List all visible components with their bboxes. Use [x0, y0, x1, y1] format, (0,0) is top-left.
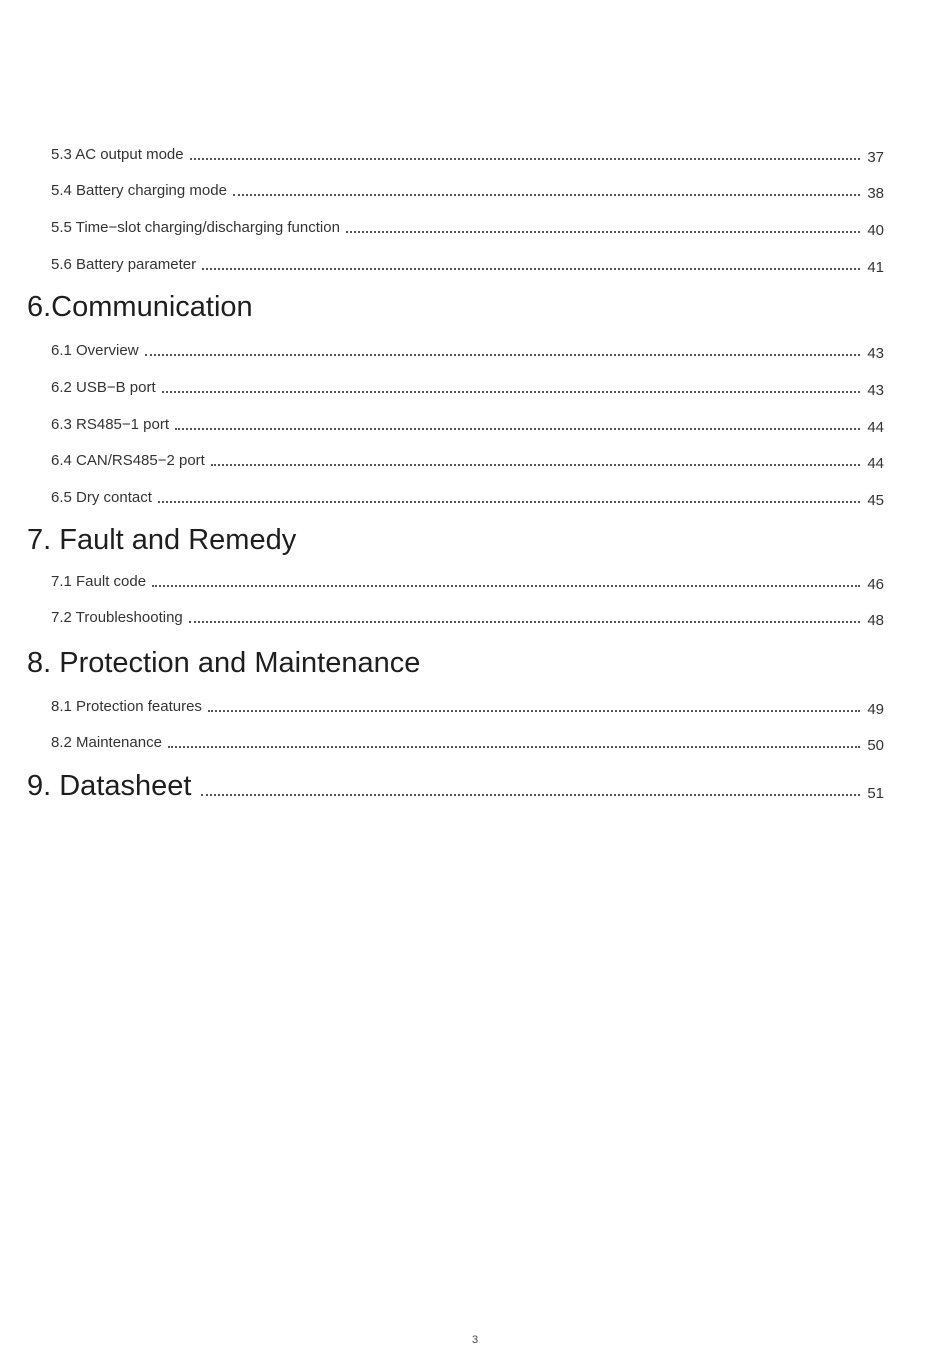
- toc-entry-label: 5.5 Time−slot charging/discharging function: [51, 219, 340, 236]
- toc-entry-6-1[interactable]: [51, 338, 884, 360]
- toc-entry-page: 40: [867, 222, 884, 239]
- dot-leader: [233, 182, 860, 200]
- toc-entry-page: 49: [867, 701, 884, 718]
- dot-leader: [208, 698, 860, 716]
- toc-entry-page: 43: [867, 345, 884, 362]
- dot-leader: [211, 452, 860, 470]
- section-heading-7[interactable]: 7. Fault and Remedy: [27, 524, 297, 556]
- toc-entry-label: 7.2 Troubleshooting: [51, 609, 183, 626]
- toc-entry-label: 8.2 Maintenance: [51, 734, 162, 751]
- toc-entry-page: 50: [867, 737, 884, 754]
- toc-entry-page: 37: [867, 149, 884, 166]
- toc-entry-5-4[interactable]: [51, 178, 884, 200]
- toc-entry-label: 6.3 RS485−1 port: [51, 416, 170, 433]
- toc-entry-5-3[interactable]: [51, 142, 884, 164]
- toc-entry-label: 6.2 USB−B port: [51, 379, 156, 396]
- toc-entry-6-3[interactable]: [51, 412, 884, 434]
- toc-entry-page: 48: [867, 612, 884, 629]
- toc-entry-page: 38: [867, 185, 884, 202]
- toc-entry-label: 6.1 Overview: [51, 342, 139, 359]
- dot-leader: [152, 573, 860, 591]
- toc-entry-page: 45: [867, 492, 884, 509]
- dot-leader: [158, 489, 860, 507]
- toc-entry-label: 5.6 Battery parameter: [51, 256, 197, 273]
- toc-entry-8-1[interactable]: [51, 694, 884, 716]
- toc-entry-label: 5.4 Battery charging mode: [51, 182, 227, 199]
- toc-entry-5-6[interactable]: [51, 252, 884, 274]
- toc-entry-6-5[interactable]: [51, 485, 884, 507]
- toc-entry-5-5[interactable]: [51, 215, 884, 237]
- dot-leader: [190, 146, 860, 164]
- dot-leader: [201, 769, 860, 803]
- dot-leader: [145, 342, 860, 360]
- toc-entry-label: 5.3 AC output mode: [51, 146, 184, 163]
- toc-entry-page: 44: [867, 455, 884, 472]
- toc-entry-9-datasheet[interactable]: [27, 769, 884, 803]
- section-heading-9: 9. Datasheet: [27, 770, 192, 802]
- section-heading-8[interactable]: 8. Protection and Maintenance: [27, 647, 421, 679]
- toc-entry-page: 44: [867, 419, 884, 436]
- dot-leader: [346, 219, 860, 237]
- dot-leader: [189, 609, 860, 627]
- toc-entry-label: 6.4 CAN/RS485−2 port: [51, 452, 205, 469]
- dot-leader: [175, 416, 860, 434]
- toc-entry-7-1[interactable]: [51, 569, 884, 591]
- toc-entry-6-4[interactable]: [51, 448, 884, 470]
- dot-leader: [168, 734, 860, 752]
- toc-entry-8-2[interactable]: [51, 730, 884, 752]
- toc-entry-page: 43: [867, 382, 884, 399]
- section-heading-6[interactable]: 6.Communication: [27, 291, 253, 323]
- toc-entry-label: 7.1 Fault code: [51, 573, 147, 590]
- dot-leader: [202, 256, 860, 274]
- toc-entry-label: 8.1 Protection features: [51, 698, 202, 715]
- toc-entry-label: 6.5 Dry contact: [51, 489, 152, 506]
- toc-entry-6-2[interactable]: [51, 375, 884, 397]
- page-number: 3: [471, 1334, 479, 1346]
- toc-entry-page: 46: [867, 576, 884, 593]
- toc-entry-page: 41: [867, 259, 884, 276]
- toc-entry-7-2[interactable]: [51, 605, 884, 627]
- dot-leader: [162, 379, 860, 397]
- toc-entry-page: 51: [867, 785, 884, 802]
